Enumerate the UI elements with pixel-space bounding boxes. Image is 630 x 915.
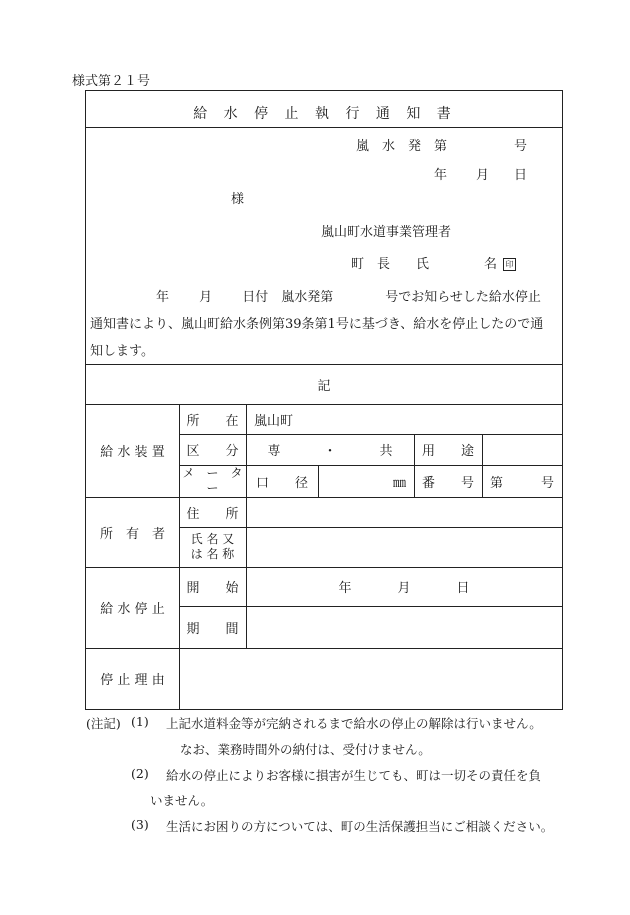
location-value: 嵐山町 xyxy=(254,413,294,429)
form-number: 様式第２１号 xyxy=(72,74,151,89)
body-line-2: 通知書により、嵐山町給水条例第39条第1号に基づき、給水を停止したので通 xyxy=(90,317,544,332)
note-3-number: (3) xyxy=(131,817,149,832)
note-2-number: (2) xyxy=(131,766,149,781)
note-1-line-2: なお、業務時間外の納付は、受付けません。 xyxy=(180,742,431,757)
start-day: 日 xyxy=(456,581,470,596)
use-label: 用 途 xyxy=(421,444,474,459)
number-label: 番 号 xyxy=(421,475,474,491)
category-label: 区 分 xyxy=(186,444,239,459)
stoppage-start-date xyxy=(246,567,562,606)
note-1-number: (1) xyxy=(131,714,149,729)
owner-name-label-line-1: 氏 名 又 xyxy=(190,532,235,546)
notice-form xyxy=(85,90,563,710)
note-1-line-1: 上記水道料金等が完納されるまで給水の停止の解除は行いません。 xyxy=(166,716,542,731)
date-year: 年 xyxy=(434,168,448,183)
number-value xyxy=(482,465,562,497)
addressee-suffix: 様 xyxy=(231,192,245,207)
stoppage-period-label: 期 間 xyxy=(186,621,239,637)
category-value xyxy=(246,434,414,465)
date-day: 日 xyxy=(514,168,528,183)
note-2-line-2: いません。 xyxy=(150,793,214,808)
start-year: 年 xyxy=(338,581,352,596)
category-separator: ・ xyxy=(323,444,337,459)
owner-label: 所 有 者 xyxy=(99,526,165,542)
use-value xyxy=(482,434,562,465)
date-month: 月 xyxy=(476,168,490,183)
seal-icon: 印 xyxy=(503,258,516,271)
bore-label: 口 径 xyxy=(255,475,308,491)
issuer: 嵐山町水道事業管理者 xyxy=(321,225,452,240)
bore-unit: ㎜ xyxy=(392,475,406,491)
reason-label: 停 止 理 由 xyxy=(100,673,165,688)
number-prefix: 第 xyxy=(490,475,504,491)
note-3-line-1: 生活にお困りの方については、町の生活保護担当にご相談ください。 xyxy=(166,819,554,834)
category-option-shared: 共 xyxy=(379,444,393,459)
issuer-name-label: 名 印 xyxy=(484,253,516,272)
doc-number-suffix: 号 xyxy=(514,139,528,154)
issuer-title: 町 長 氏 xyxy=(351,257,430,272)
note-2-line-1: 給水の停止によりお客様に損害が生じても、町は一切その責任を負 xyxy=(166,768,542,783)
meter-label-line-1: メ ー タ xyxy=(182,466,243,480)
body-line-3: 知します。 xyxy=(90,344,154,359)
meter-label xyxy=(179,465,246,497)
stoppage-start-label: 開 始 xyxy=(186,581,239,596)
location-label: 所 在 xyxy=(186,413,239,429)
body-line-1: 年 月 日付 嵐水発第 号でお知らせした給水停止 xyxy=(156,290,541,305)
owner-name-label xyxy=(179,527,246,567)
stoppage-label: 給 水 停 止 xyxy=(100,602,165,617)
supply-device-label: 給 水 装 置 xyxy=(100,445,165,460)
start-month: 月 xyxy=(397,581,411,596)
owner-name-label-line-2: は 名 称 xyxy=(190,547,235,561)
document-title: 給 水 停 止 執 行 通 知 書 xyxy=(193,106,457,122)
ki-heading: 記 xyxy=(317,378,331,394)
title-divider xyxy=(86,127,562,128)
meter-label-line-2: ー xyxy=(206,481,219,495)
owner-address-label: 住 所 xyxy=(186,506,239,522)
doc-number-prefix: 嵐 水 発 第 xyxy=(356,139,448,154)
number-suffix: 号 xyxy=(540,475,554,491)
notes-heading: (注記) xyxy=(86,716,121,731)
category-option-exclusive: 専 xyxy=(267,444,281,459)
